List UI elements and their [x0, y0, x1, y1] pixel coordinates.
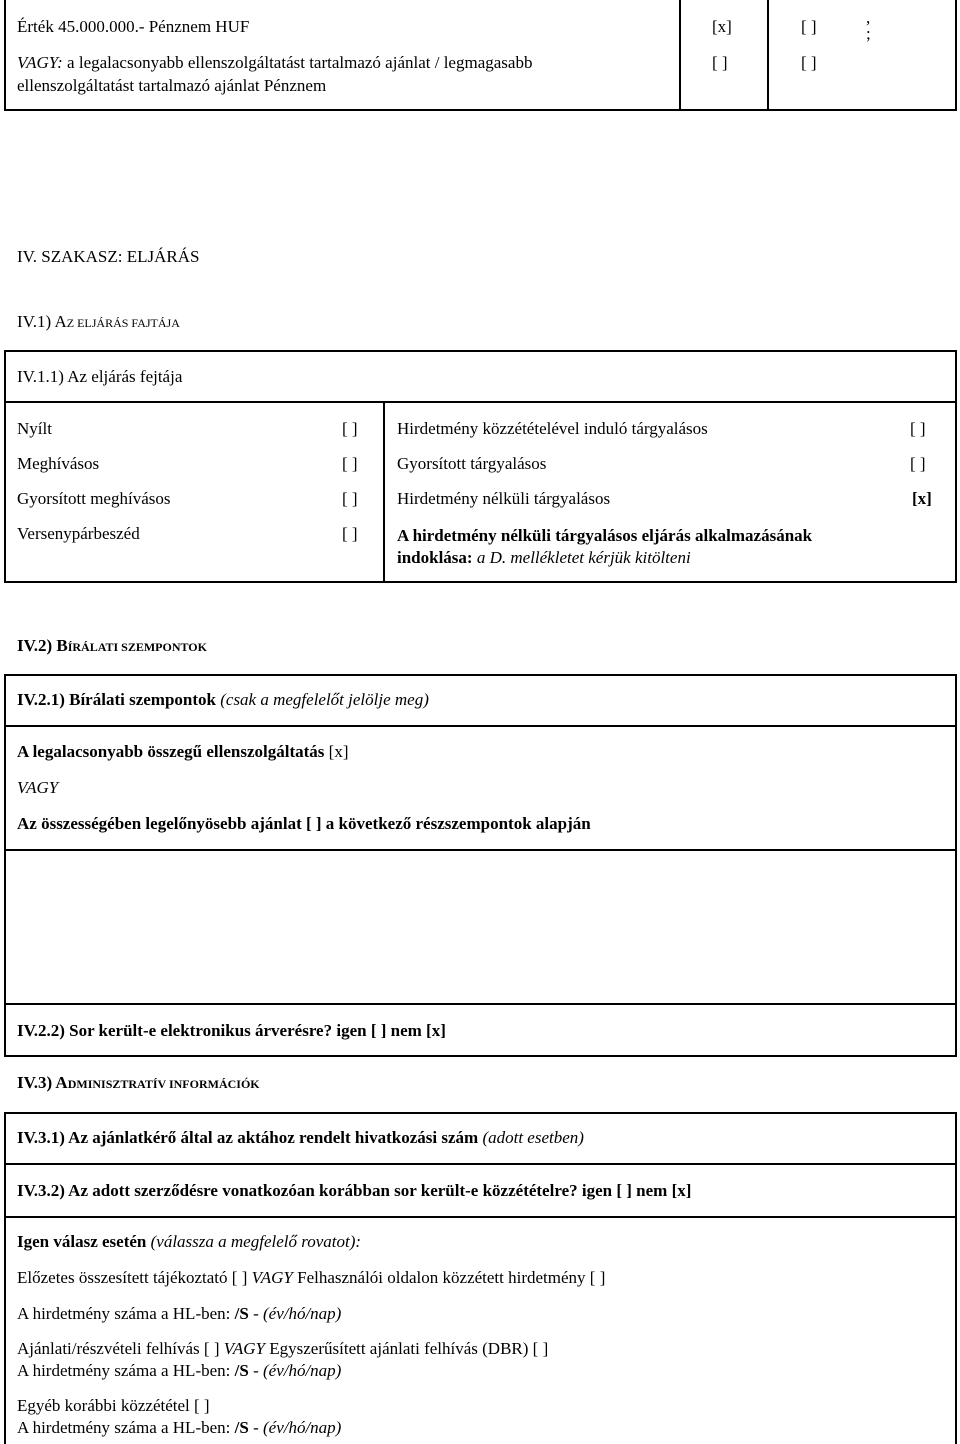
hl-number-line-2 — [17, 1361, 341, 1381]
iv2-heading — [17, 636, 207, 656]
call-line — [17, 1339, 548, 1359]
section-iv-title: IV. SZAKASZ: ELJÁRÁS — [17, 247, 200, 266]
procedure-left-mark-1: [ ] — [342, 419, 358, 438]
or-col2-mark: [ ] — [801, 53, 817, 72]
iv3-caps: DMINISZTRATÍV INFORMÁCIÓK — [67, 1077, 260, 1091]
iv2-prefix: IV.2) B — [17, 636, 68, 655]
justification-line-1: A hirdetmény nélküli tárgyalásos eljárás alkalmazásának — [397, 526, 813, 545]
procedure-type-divider — [383, 401, 385, 583]
procedure-type-header-rule — [4, 401, 957, 403]
hl-dash: - — [248, 1418, 263, 1437]
hl-s: /S — [234, 1361, 249, 1380]
iv32-bold: IV.3.2) Az adott szerződésre vonatkozóan korábban sor került-e közzétételre? — [17, 1181, 578, 1200]
procedure-left-label-2: Meghívásos — [17, 454, 100, 473]
criteria-empty-rule — [4, 1003, 957, 1005]
iv1-caps: Z ELJÁRÁS FAJTÁJA — [66, 316, 180, 330]
hl-pre: A hirdetmény száma a HL-ben: — [17, 1418, 235, 1437]
procedure-right-label-3: Hirdetmény nélküli tárgyalásos — [397, 489, 611, 508]
hl-pre: A hirdetmény száma a HL-ben: — [17, 1361, 235, 1380]
other-prior-line: Egyéb korábbi közzététel [ ] — [17, 1396, 210, 1415]
procedure-left-mark-4: [ ] — [342, 524, 358, 543]
hl-dash: - — [248, 1361, 263, 1380]
iv2-caps: ÍRÁLATI SZEMPONTOK — [67, 640, 207, 654]
hl-dash: - — [248, 1304, 263, 1323]
iv1-heading — [17, 312, 180, 332]
or-italic: VAGY: — [17, 53, 63, 72]
admin-rule-2 — [4, 1216, 957, 1218]
procedure-right-label-1: Hirdetmény közzétételével induló tárgyalásos — [397, 419, 708, 438]
procedure-left-mark-3: [ ] — [342, 489, 358, 508]
criteria-header-rule — [4, 725, 957, 727]
criteria-lowest-price-mark: [x] — [324, 742, 349, 761]
value-line: Érték 45.000.000.- Pénznem HUF — [17, 17, 250, 36]
hl-s: /S — [234, 1418, 249, 1437]
procedure-right-mark-3: [x] — [912, 489, 932, 508]
justification-italic: a D. mellékletet kérjük kitölteni — [472, 548, 691, 567]
iv31-line — [17, 1128, 584, 1148]
iv21-italic: (csak a megfelelőt jelölje meg) — [215, 690, 429, 709]
procedure-left-label-3: Gyorsított meghívásos — [17, 489, 171, 508]
iv31-italic: (adott esetben) — [478, 1128, 584, 1147]
value-col1-mark: [x] — [712, 17, 732, 36]
hl-number-line-1 — [17, 1304, 341, 1324]
procedure-left-label-4: Versenypárbeszéd — [17, 524, 140, 543]
call-or: VAGY — [223, 1339, 265, 1358]
prior-notice-pre: Előzetes összesített tájékoztató [ ] — [17, 1268, 252, 1287]
call-pre: Ajánlati/részvételi felhívás [ ] — [17, 1339, 224, 1358]
iv21-bold: IV.2.1) Bírálati szempontok — [17, 690, 216, 709]
procedure-right-mark-2: [ ] — [910, 454, 926, 473]
value-table-divider-1 — [679, 0, 681, 111]
yes-answer-italic: (válassza a megfelelő rovatot): — [146, 1232, 362, 1251]
call-post: Egyszerűsített ajánlati felhívás (DBR) [ ] — [265, 1339, 549, 1358]
iv11-title: IV.1.1) Az eljárás fejtája — [17, 367, 183, 386]
hl-date: (év/hó/nap) — [262, 1304, 342, 1323]
yes-answer-bold: Igen válasz esetén — [17, 1232, 147, 1251]
hl-pre: A hirdetmény száma a HL-ben: — [17, 1304, 235, 1323]
iv22-line: IV.2.2) Sor került-e elektronikus árverésre? igen [ ] nem [x] — [17, 1021, 446, 1040]
hl-s: /S — [234, 1304, 249, 1323]
procedure-left-label-1: Nyílt — [17, 419, 52, 438]
iv21-heading — [17, 690, 429, 710]
iv1-prefix: IV.1) A — [17, 312, 67, 331]
yes-answer-line — [17, 1232, 361, 1252]
iv31-bold: IV.3.1) Az ajánlatkérő által az aktához rendelt hivatkozási szám — [17, 1128, 479, 1147]
criteria-line-3: Az összességében legelőnyösebb ajánlat [ ] a következő részszempontok alapján — [17, 814, 591, 833]
criteria-or: VAGY — [17, 778, 59, 797]
procedure-right-mark-1: [ ] — [910, 419, 926, 438]
hl-date: (év/hó/nap) — [262, 1418, 342, 1437]
value-table-divider-2 — [767, 0, 769, 111]
admin-rule-1 — [4, 1163, 957, 1165]
iv3-heading — [17, 1073, 260, 1093]
justification-bold: indoklása: — [397, 548, 473, 567]
or-col1-mark: [ ] — [712, 53, 728, 72]
prior-notice-post: Felhasználói oldalon közzétett hirdetmény [ ] — [292, 1268, 606, 1287]
iv32-line — [17, 1181, 691, 1201]
marks-right: , ; — [866, 8, 871, 43]
criteria-body-rule — [4, 849, 957, 851]
hl-number-line-3 — [17, 1418, 341, 1438]
or-line-2: ellenszolgáltatást tartalmazó ajánlat Pénznem — [17, 76, 327, 95]
prior-notice-line — [17, 1268, 605, 1288]
value-col2-mark: [ ] — [801, 17, 817, 36]
prior-notice-or: VAGY — [251, 1268, 293, 1287]
criteria-lowest-price: A legalacsonyabb összegű ellenszolgáltatás — [17, 742, 325, 761]
iv3-prefix: IV.3) A — [17, 1073, 68, 1092]
criteria-box — [4, 674, 957, 1057]
criteria-line-1 — [17, 742, 349, 762]
or-line-1 — [17, 53, 532, 73]
or-line-rest: a legalacsonyabb ellenszolgáltatást tartalmazó ajánlat / legmagasabb — [62, 53, 533, 72]
justification-line-2 — [397, 548, 691, 568]
procedure-right-label-2: Gyorsított tárgyalásos — [397, 454, 547, 473]
iv32-rest: igen [ ] nem [x] — [577, 1181, 692, 1200]
procedure-left-mark-2: [ ] — [342, 454, 358, 473]
hl-date: (év/hó/nap) — [262, 1361, 342, 1380]
